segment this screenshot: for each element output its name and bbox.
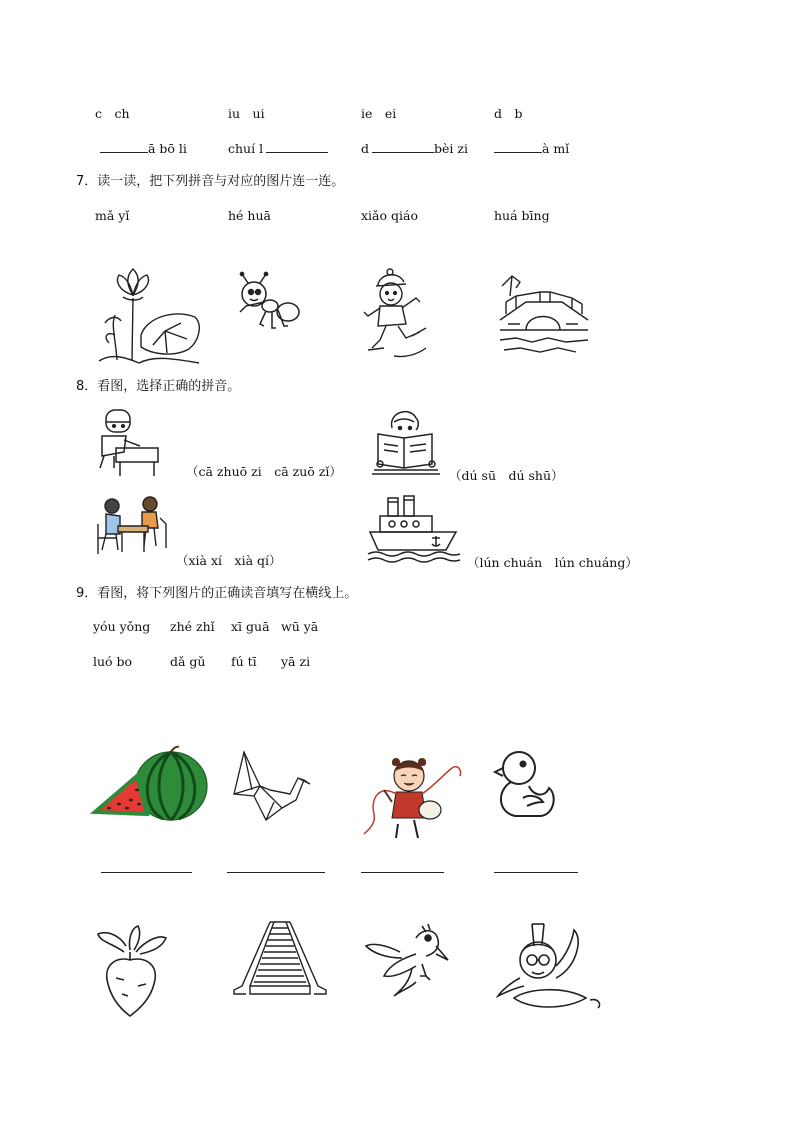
q7-title: 7．读一读，把下列拼音与对应的图片连一连。 — [76, 174, 345, 189]
q7-word-1: mǎ yǐ — [95, 208, 130, 223]
q6-fill-4: à mǐ — [494, 141, 569, 157]
q6-pair-4: d b — [494, 106, 523, 121]
paper-crane-image[interactable] — [230, 750, 312, 822]
q8-title: 8．看图，选择正确的拼音。 — [76, 379, 241, 394]
q9-word-2: zhé zhǐ — [170, 619, 215, 634]
q6-fill-1: ā bō li — [100, 141, 187, 157]
swimmer-image[interactable] — [494, 920, 606, 1016]
q9-word-1: yóu yǒng — [93, 619, 151, 634]
q8-option-3[interactable]: （xià xí xià qí） — [176, 553, 282, 568]
ship-image[interactable] — [366, 494, 462, 566]
q9-word-7: fú tī — [231, 654, 257, 669]
q9-title: 9．看图，将下列图片的正确读音填写在横线上。 — [76, 586, 358, 601]
q9-word-5: luó bo — [93, 654, 133, 669]
answer-blank[interactable] — [494, 141, 542, 153]
answer-blank[interactable] — [372, 141, 434, 153]
radish-image[interactable] — [94, 924, 170, 1018]
drum-girl-image[interactable] — [356, 754, 466, 840]
q8-option-2[interactable]: （dú sū dú shū） — [449, 468, 564, 483]
read-book-image[interactable] — [370, 406, 442, 476]
q7-word-2: hé huā — [228, 208, 271, 223]
play-chess-image[interactable] — [94, 494, 170, 560]
bridge-image[interactable] — [496, 272, 592, 360]
wipe-table-image[interactable] — [96, 406, 162, 480]
q8-option-4[interactable]: （lún chuán lún chuáng） — [467, 555, 638, 570]
answer-line-4[interactable] — [494, 872, 578, 873]
q6-pair-2: iu ui — [228, 106, 265, 121]
q9-word-8: yā zi — [281, 654, 311, 669]
answer-line-1[interactable] — [101, 872, 192, 873]
answer-line-2[interactable] — [227, 872, 325, 873]
escalator-image[interactable] — [230, 920, 330, 996]
q6-pair-3: ie ei — [361, 106, 397, 121]
q6-fill-3: d bèi zi — [361, 141, 468, 156]
answer-blank[interactable] — [100, 141, 148, 153]
q9-word-6: dǎ gǔ — [170, 654, 206, 669]
lotus-image[interactable] — [95, 265, 205, 367]
q6-pair-1: c ch — [95, 106, 130, 121]
answer-line-3[interactable] — [361, 872, 444, 873]
crow-image[interactable] — [364, 924, 450, 998]
q9-word-4: wū yā — [281, 619, 319, 634]
q8-option-1[interactable]: （cā zhuō zi cā zuō zǐ） — [186, 464, 342, 479]
duck-image[interactable] — [493, 746, 557, 820]
answer-blank[interactable] — [266, 141, 328, 153]
q6-fill-2: chuí l — [228, 141, 328, 157]
skating-child-image[interactable] — [360, 268, 436, 364]
ant-image[interactable] — [232, 272, 304, 334]
watermelon-image[interactable] — [93, 744, 209, 822]
q7-word-4: huá bīng — [494, 208, 550, 223]
q7-word-3: xiǎo qiáo — [361, 208, 418, 223]
q9-word-3: xī guā — [231, 619, 270, 634]
